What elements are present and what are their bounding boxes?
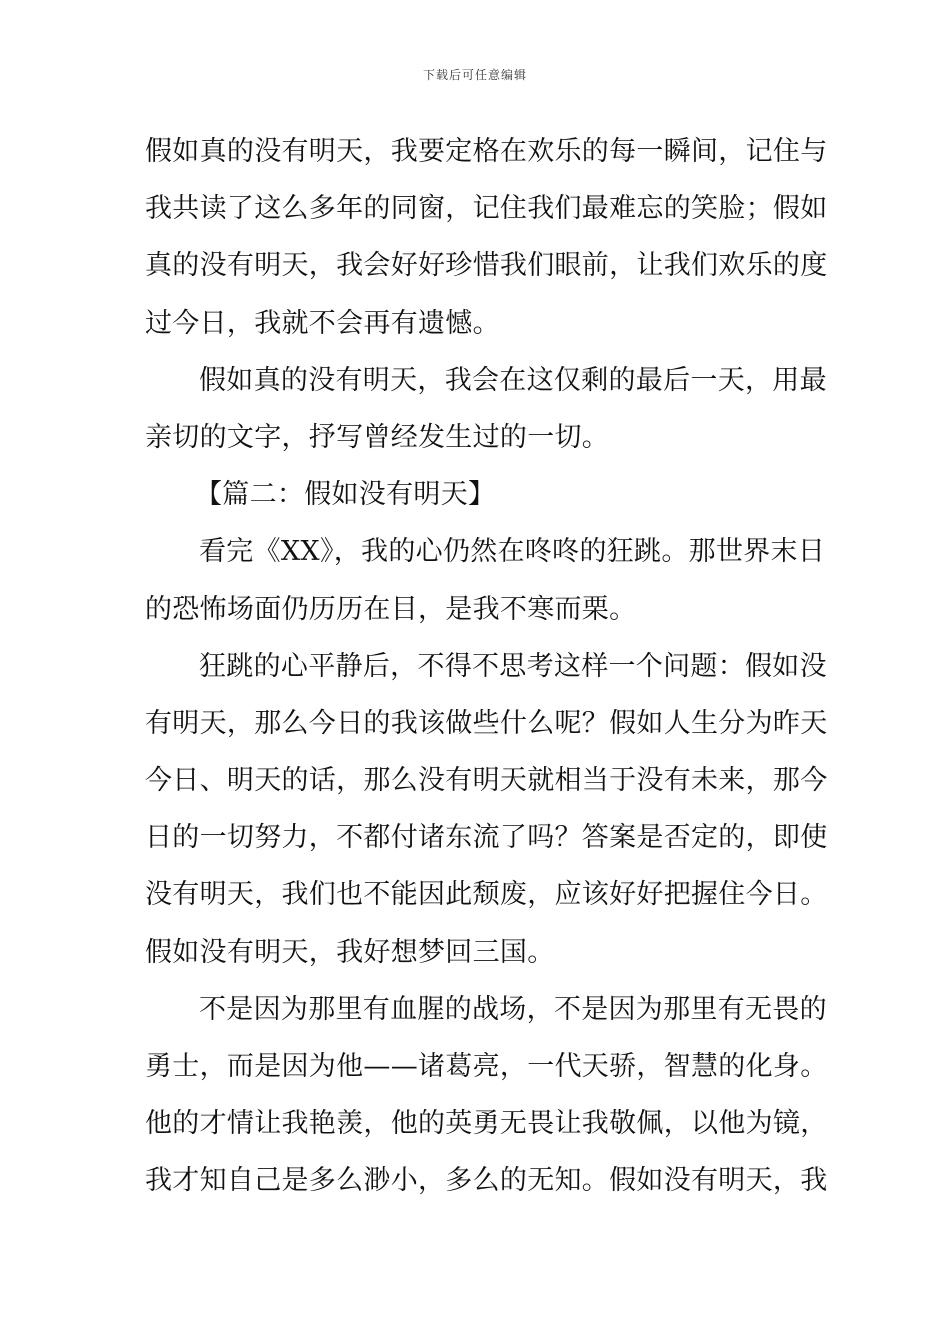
text-line: 假如没有明天，我好想梦回三国。	[145, 936, 555, 968]
text-line: 有明天，那么今日的我该做些什么呢？假如人生分为昨天	[145, 707, 828, 739]
text-line: 的恐怖场面仍历历在目，是我不寒而栗。	[145, 593, 637, 625]
text-line: 今日、明天的话，那么没有明天就相当于没有未来，那今	[145, 765, 828, 797]
paragraph-start-line: 狂跳的心平静后，不得不思考这样一个问题：假如没	[199, 650, 827, 682]
section-heading: 【篇二：假如没有明天】	[195, 479, 496, 511]
text-line: 勇士，而是因为他——诸葛亮，一代天骄，智慧的化身。	[145, 1051, 828, 1082]
text-line: 亲切的文字，抒写曾经发生过的一切。	[145, 421, 610, 453]
document-body	[145, 123, 828, 1210]
text-line: 假如真的没有明天，我要定格在欢乐的每一瞬间，记住与	[145, 136, 828, 167]
paragraph-start-line: 不是因为那里有血腥的战场，不是因为那里有无畏的	[199, 993, 827, 1025]
text-line: 他的才情让我艳羡，他的英勇无畏让我敬佩，以他为镜，	[145, 1108, 828, 1140]
text-line: 我共读了这么多年的同窗，记住我们最难忘的笑脸；假如	[145, 193, 828, 225]
text-line: 真的没有明天，我会好好珍惜我们眼前，让我们欢乐的度	[145, 250, 828, 282]
paragraph-start-line: 假如真的没有明天，我会在这仅剩的最后一天，用最	[199, 364, 827, 396]
text-line: 没有明天，我们也不能因此颓废，应该好好把握住今日。	[145, 879, 828, 911]
text-line: 我才知自己是多么渺小，多么的无知。假如没有明天，我	[145, 1165, 828, 1197]
page-header: 下载后可任意编辑	[422, 68, 527, 82]
text-line: 过今日，我就不会再有遗憾。	[145, 307, 500, 339]
paragraph-start-line: 看完《XX》，我的心仍然在咚咚的狂跳。那世界末日	[199, 536, 826, 568]
text-line: 日的一切努力，不都付诸东流了吗？答案是否定的，即使	[145, 822, 828, 854]
